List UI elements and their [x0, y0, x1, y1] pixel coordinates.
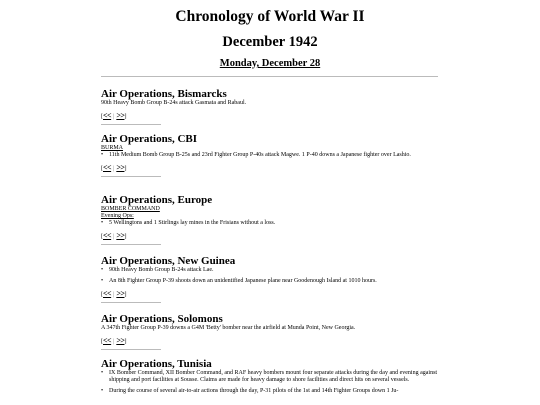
section-divider: [101, 349, 161, 350]
section-title: Air Operations, Europe: [101, 194, 213, 206]
month-title: December 1942: [222, 34, 318, 50]
section-title: Air Operations, New Guinea: [101, 255, 236, 267]
section-cbi: [101, 133, 438, 177]
section-title: Air Operations, CBI: [101, 133, 198, 145]
section-divider: [101, 124, 161, 125]
section-title: Air Operations, Bismarcks: [101, 88, 227, 100]
section-title: Air Operations, Tunisia: [101, 358, 212, 370]
list-item: • During the course of several air-to-air actions through the day, P-31 pilots of the 1st and 14th Fighter Groups down 1 Ju-: [101, 388, 399, 395]
section-nav: [<< | >>]: [101, 289, 127, 299]
list-item: • An 8th Fighter Group P-39 shoots down an unidentified Japanese plane near Goodenough Island at 1010 hours.: [101, 278, 377, 285]
list-item: • 5 Wellingtons and 1 Stirlings lay mines in the Frisians without a loss.: [101, 220, 276, 226]
section-text: A 347th Fighter Group P-39 downs a G4M 'Betty' bomber near the airfield at Munda Point, New Georgia.: [101, 325, 356, 331]
section-title: Air Operations, Solomons: [101, 313, 223, 325]
list-item: • 11th Medium Bomb Group B-25s and 23rd Fighter Group P-40s attack Magwe. 1 P-40 downs a Japanese fighter over Lashio.: [101, 152, 411, 158]
prev-link[interactable]: <<: [103, 163, 112, 173]
section-nav: [<< | >>]: [101, 336, 127, 346]
prev-link[interactable]: <<: [103, 289, 112, 299]
section-divider: [101, 244, 161, 245]
next-link[interactable]: >>: [116, 231, 125, 241]
section-divider: [101, 176, 161, 177]
subheading: BOMBER COMMAND: [101, 206, 160, 212]
subheading: BURMA: [101, 145, 124, 151]
section-nav: [<< | >>]: [101, 231, 127, 241]
list-item: • 90th Heavy Bomb Group B-24s attack Lae.: [101, 267, 214, 273]
subheading-secondary: Evening Ops:: [101, 213, 134, 219]
prev-link[interactable]: <<: [103, 231, 112, 241]
day-title: Monday, December 28: [219, 58, 321, 69]
header-divider: [101, 76, 438, 77]
next-link[interactable]: >>: [116, 336, 125, 346]
section-nav: [<< | >>]: [101, 163, 127, 173]
page-title: Chronology of World War II: [175, 8, 365, 25]
next-link[interactable]: >>: [116, 163, 125, 173]
section-divider: [101, 302, 161, 303]
section-nav: [<< | >>]: [101, 111, 127, 121]
section-new-guinea: [101, 255, 438, 303]
prev-link[interactable]: <<: [103, 111, 112, 121]
section-bismarcks: [101, 88, 438, 125]
section-text: 90th Heavy Bomb Group B-24s attack Gasmata and Rabaul.: [101, 100, 247, 106]
section-tunisia: [101, 358, 438, 396]
section-europe: [101, 194, 438, 245]
next-link[interactable]: >>: [116, 111, 125, 121]
list-item: • IX Bomber Command, XII Bomber Command, and RAF heavy bombers mount four separate attacks during the day and evening against shipping and port facilities at Sousse. Claims are made for heavy damage to shore facilities and direct hits on several vessels.: [101, 370, 438, 384]
next-link[interactable]: >>: [116, 289, 125, 299]
prev-link[interactable]: <<: [103, 336, 112, 346]
section-solomons: [101, 313, 438, 350]
